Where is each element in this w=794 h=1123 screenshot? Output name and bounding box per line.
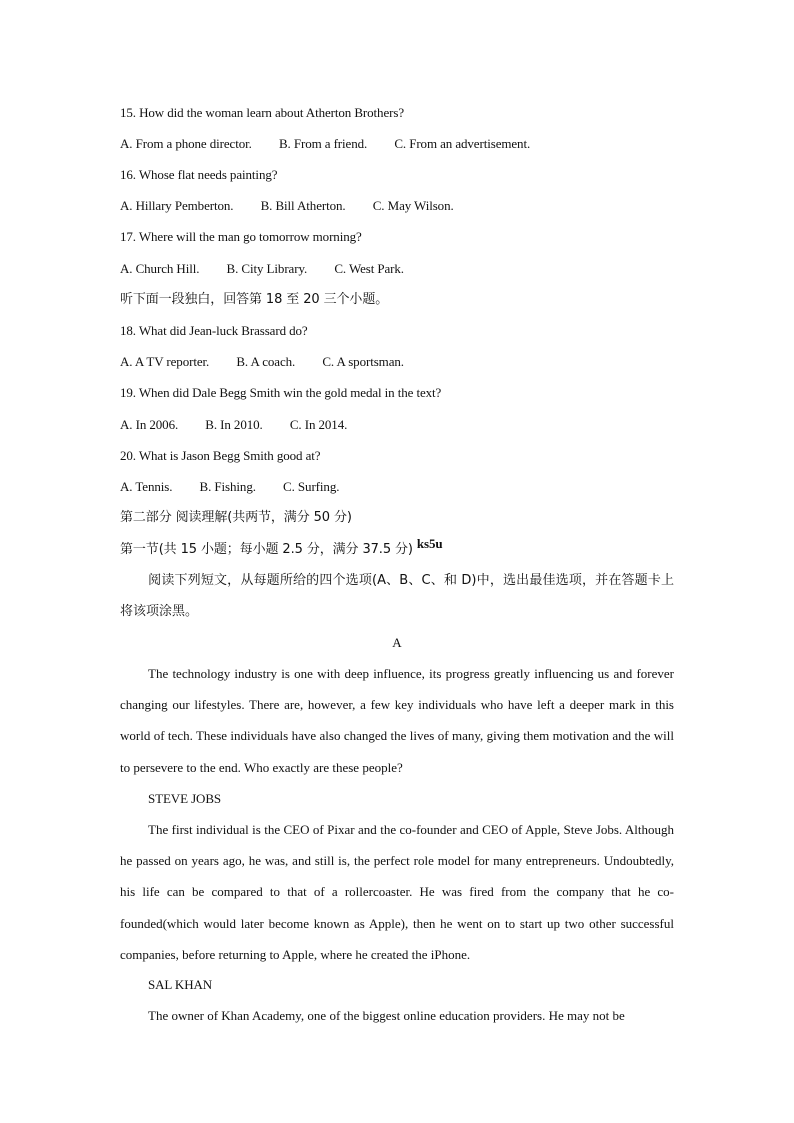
option-19-b: B. In 2010. <box>205 417 263 432</box>
watermark-text: ks5u <box>416 536 443 551</box>
heading-steve-jobs: STEVE JOBS <box>148 791 222 806</box>
part-title: 第二部分 阅读理解(共两节，满分 50 分) <box>120 510 352 525</box>
question-17: 17. Where will the man go tomorrow morning? <box>120 229 362 244</box>
passage-intro-text: The technology industry is one with deep influence, its progress greatly influencing us and forever changing our lifestyles. There are, however, a few key individuals who have left a deeper mark in this world of tech. These individuals have also changed the lives of many, giving them motivation and the will to persevere to the end. Who exactly are these people? <box>120 666 674 775</box>
option-17-b: B. City Library. <box>226 261 308 276</box>
option-19-a: A. In 2006. <box>120 417 179 432</box>
question-18: 18. What did Jean-luck Brassard do? <box>120 323 308 338</box>
section-title <box>120 536 443 558</box>
section-title-text: 第一节(共 15 小题；每小题 2.5 分，满分 37.5 分) <box>120 542 413 557</box>
option-20-b: B. Fishing. <box>199 479 256 494</box>
option-18-c: C. A sportsman. <box>322 354 404 369</box>
question-16: 16. Whose flat needs painting? <box>120 167 278 182</box>
option-20-c: C. Surfing. <box>283 479 340 494</box>
passage-label: A <box>392 635 402 650</box>
passage-para-2 <box>120 1000 674 1031</box>
monologue-instruction: 听下面一段独白，回答第 18 至 20 三个小题。 <box>120 292 389 307</box>
options-16 <box>120 198 478 214</box>
passage-para-1 <box>120 814 674 970</box>
reading-instruction <box>120 565 674 627</box>
question-20: 20. What is Jason Begg Smith good at? <box>120 448 321 463</box>
option-15-b: B. From a friend. <box>278 136 368 151</box>
options-20 <box>120 479 363 495</box>
option-17-a: A. Church Hill. <box>120 261 200 276</box>
options-19 <box>120 417 371 433</box>
options-18 <box>120 354 428 370</box>
passage-para-1-text: The first individual is the CEO of Pixar and the co-founder and CEO of Apple, Steve Jobs. Although he passed on years ago, he was, and still is, the perfect role model for many entrepreneurs. Undoubtedly, his life can be compared to that of a rollercoaster. He was fired from the company that he co-founded(which would later become known as Apple), then he went on to start up two other successful companies, before returning to Apple, where he created the iPhone. <box>120 822 674 962</box>
options-15 <box>120 136 554 152</box>
option-16-a: A. Hillary Pemberton. <box>120 198 234 213</box>
option-16-c: C. May Wilson. <box>372 198 454 213</box>
options-17 <box>120 261 428 277</box>
option-16-b: B. Bill Atherton. <box>260 198 346 213</box>
question-19: 19. When did Dale Begg Smith win the gold medal in the text? <box>120 385 442 400</box>
heading-sal-khan: SAL KHAN <box>148 977 213 992</box>
passage-para-2-text: The owner of Khan Academy, one of the biggest online education providers. He may not be <box>148 1008 625 1023</box>
question-15: 15. How did the woman learn about Atherton Brothers? <box>120 105 404 120</box>
option-18-a: A. A TV reporter. <box>120 354 210 369</box>
option-20-a: A. Tennis. <box>120 479 173 494</box>
option-15-c: C. From an advertisement. <box>394 136 531 151</box>
option-18-b: B. A coach. <box>236 354 296 369</box>
option-15-a: A. From a phone director. <box>120 136 252 151</box>
passage-intro <box>120 658 674 783</box>
option-17-c: C. West Park. <box>334 261 404 276</box>
option-19-c: C. In 2014. <box>289 417 348 432</box>
reading-instruction-text: 阅读下列短文，从每题所给的四个选项(A、B、C、和 D)中，选出最佳选项，并在答题卡上将该项涂黑。 <box>120 573 674 620</box>
